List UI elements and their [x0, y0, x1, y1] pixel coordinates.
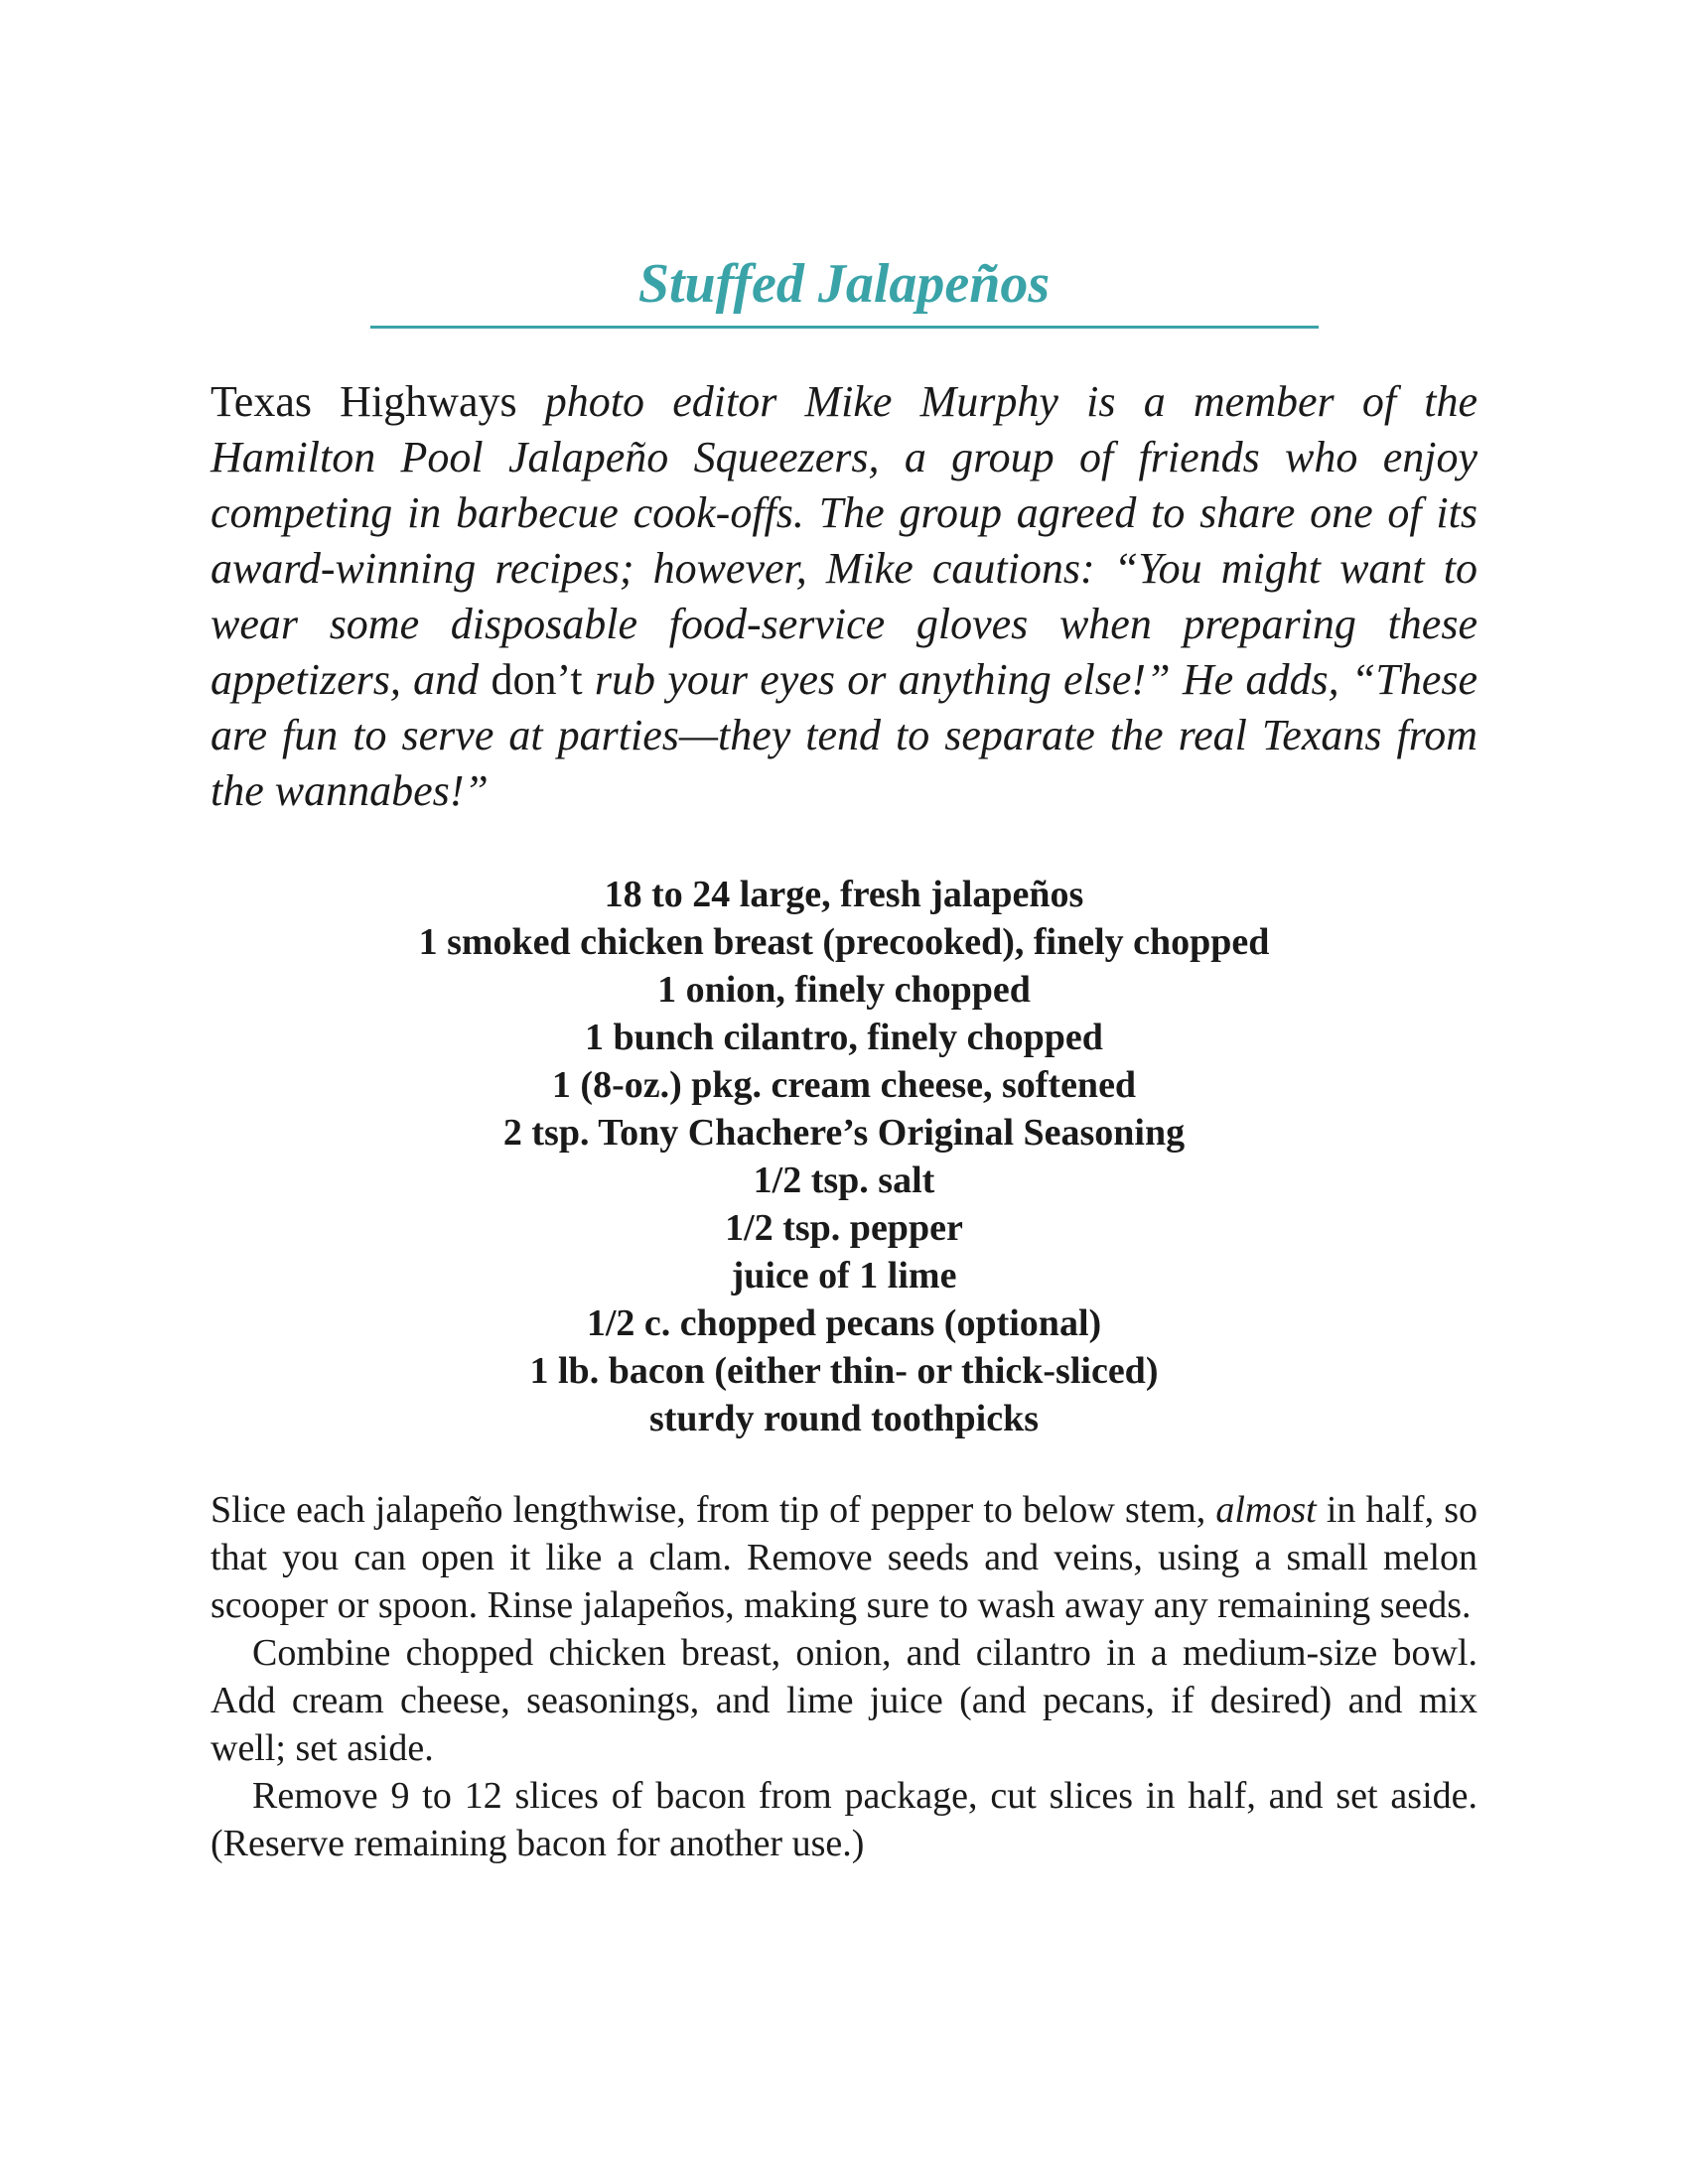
recipe-page — [211, 248, 1477, 1867]
step1-text-a: Slice each jalapeño lengthwise, from tip of pepper to below stem, — [211, 1489, 1216, 1531]
ingredient-item: 2 tsp. Tony Chachere’s Original Seasoning — [502, 1112, 1186, 1154]
ingredient-item: 18 to 24 large, fresh jalapeños — [604, 874, 1084, 915]
step1-emphasis: almost — [1215, 1489, 1317, 1531]
intro-text-2: rub your eyes or anything else!” He adds, “These are fun to serve at parties—they tend to separate the real Texans from the wannabes!” — [211, 655, 1477, 815]
intro-paragraph — [211, 374, 1477, 819]
ingredient-item: 1 (8-oz.) pkg. cream cheese, softened — [551, 1064, 1137, 1106]
ingredient-item: 1/2 tsp. salt — [753, 1160, 935, 1201]
ingredient-item: 1/2 c. chopped pecans (optional) — [586, 1302, 1102, 1344]
ingredient-item: 1/2 tsp. pepper — [725, 1207, 963, 1249]
ingredient-item: 1 onion, finely chopped — [657, 969, 1031, 1011]
magazine-name: Texas Highways — [211, 377, 517, 426]
ingredient-item: juice of 1 lime — [731, 1255, 957, 1297]
direction-step-1 — [211, 1486, 1477, 1629]
ingredient-item: sturdy round toothpicks — [648, 1398, 1040, 1439]
ingredient-item: 1 bunch cilantro, finely chopped — [585, 1017, 1103, 1058]
ingredient-item: 1 lb. bacon (either thin- or thick-sliced) — [529, 1350, 1159, 1392]
direction-step-3: Remove 9 to 12 slices of bacon from package, cut slices in half, and set aside. (Reserve remaining bacon for another use.) — [211, 1775, 1477, 1864]
ingredient-item: 1 smoked chicken breast (precooked), finely chopped — [418, 921, 1270, 963]
recipe-title: Stuffed Jalapeños — [637, 253, 1051, 315]
directions — [211, 1486, 1477, 1867]
step1-text-c: in half, so that you can open it like a clam. Remove seeds and veins, using a small melon scooper or spoon. Rinse jalapeños, making sure to wash away any remaining seeds. — [211, 1489, 1477, 1626]
title-underline — [370, 326, 1319, 329]
direction-step-2: Combine chopped chicken breast, onion, and cilantro in a medium-size bowl. Add cream cheese, seasonings, and lime juice (and pecans, if desired) and mix well; set aside. — [211, 1632, 1477, 1769]
intro-text-1: photo editor Mike Murphy is a member of the Hamilton Pool Jalapeño Squeezers, a group of friends who enjoy competing in barbecue cook-offs. The group agreed to share one of its award-winning recipes; however, Mike cautions: “You might want to wear some disposable food-service gloves when preparing these appetizers, and — [211, 377, 1477, 704]
ingredients-list — [211, 871, 1477, 1442]
intro-emphasis: don’t — [491, 655, 583, 704]
